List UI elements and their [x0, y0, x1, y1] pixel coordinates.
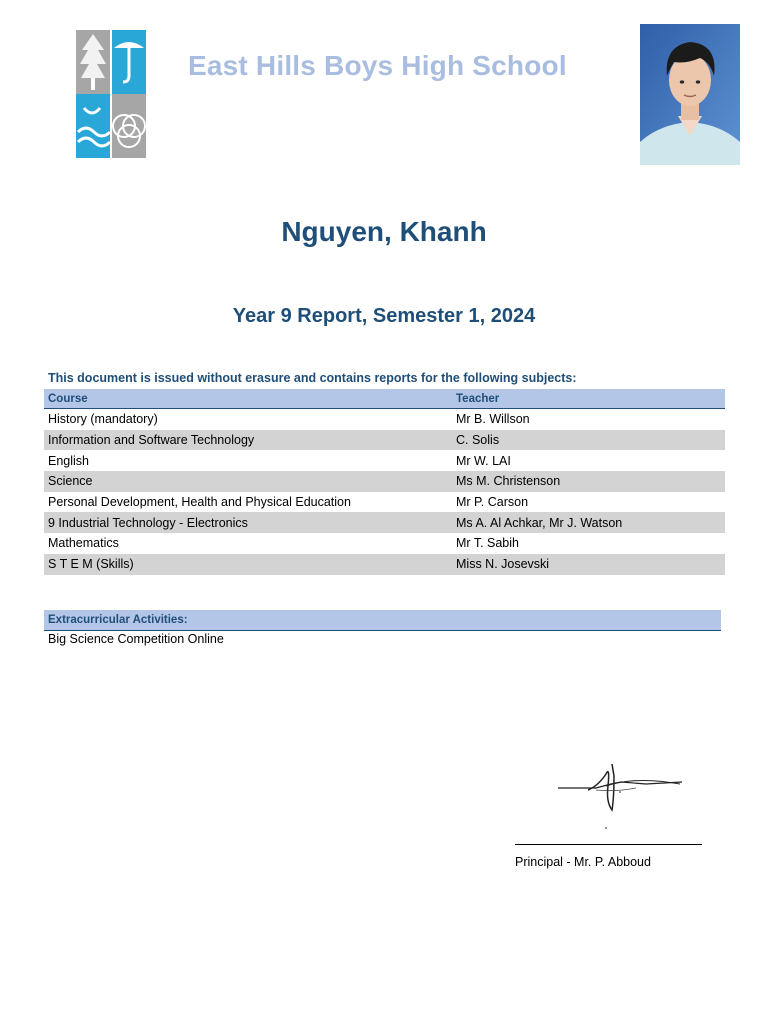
table-row: [44, 471, 725, 492]
table-row: [44, 409, 725, 430]
table-row: [44, 512, 725, 533]
student-name: Nguyen, Khanh: [281, 216, 487, 247]
course-cell: English: [48, 453, 89, 468]
course-cell: Science: [44, 471, 452, 492]
report-title: Year 9 Report, Semester 1, 2024: [232, 305, 536, 327]
table-row: [44, 430, 725, 451]
teacher-column-header: Teacher: [452, 389, 725, 409]
teacher-cell: Mr P. Carson: [456, 495, 529, 510]
subjects-table-header: [44, 389, 725, 409]
extracurricular-item: Big Science Competition Online: [48, 632, 224, 646]
subjects-table: [44, 389, 725, 575]
school-name: East Hills Boys High School: [188, 50, 567, 81]
extracurricular-heading: Extracurricular Activities:: [44, 610, 721, 631]
teacher-cell: Ms M. Christenson: [452, 471, 725, 492]
course-cell: Information and Software Technology: [44, 430, 452, 451]
table-row: [44, 450, 725, 471]
teacher-cell: Miss N. Josevski: [452, 554, 725, 575]
teacher-cell: C. Solis: [452, 430, 725, 451]
table-row: [44, 492, 725, 513]
table-row: [44, 533, 725, 554]
teacher-cell: Mr B. Willson: [456, 412, 530, 427]
subjects-intro: This document is issued without erasure and contains reports for the following subjects:: [48, 371, 577, 385]
course-cell: 9 Industrial Technology - Electronics: [44, 512, 452, 533]
course-cell: Mathematics: [48, 536, 119, 551]
course-cell: History (mandatory): [48, 412, 158, 427]
table-row: [44, 554, 725, 575]
course-cell: Personal Development, Health and Physical Education: [48, 495, 351, 510]
school-crest-logo: [74, 28, 148, 160]
principal-caption: Principal - Mr. P. Abboud: [515, 855, 651, 869]
teacher-cell: Ms A. Al Achkar, Mr J. Watson: [452, 512, 725, 533]
signature-line: [515, 844, 702, 845]
teacher-cell: Mr W. LAI: [456, 453, 511, 468]
student-photo: [640, 24, 740, 165]
principal-signature: [536, 746, 704, 836]
course-cell: S T E M (Skills): [44, 554, 452, 575]
course-column-header: Course: [44, 389, 452, 409]
teacher-cell: Mr T. Sabih: [456, 536, 519, 551]
